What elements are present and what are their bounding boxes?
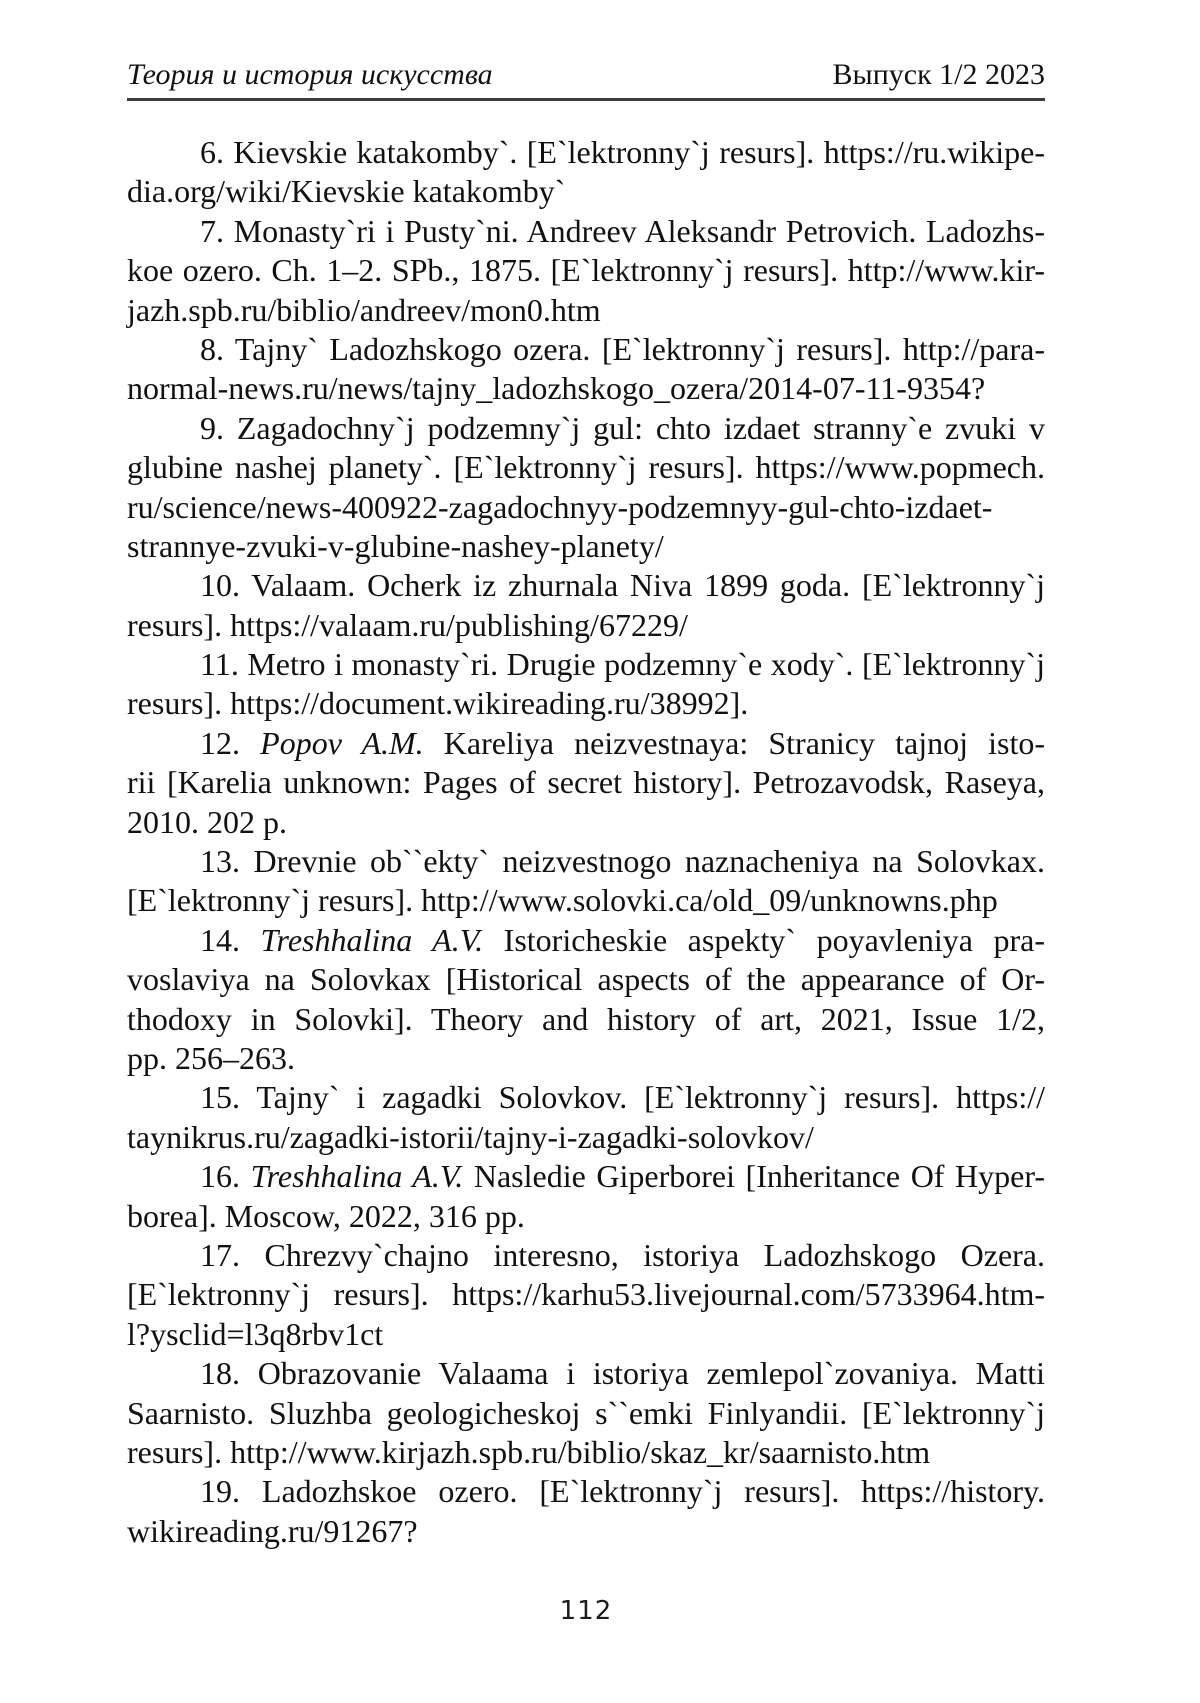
reference-line bbox=[127, 212, 1045, 251]
reference-text: wikireading.ru/91267? bbox=[127, 1512, 418, 1549]
reference-line bbox=[127, 1433, 1045, 1472]
reference-line bbox=[127, 1394, 1045, 1433]
reference-text: 6. Kievskie katakomby`. [E`lektronny`j resurs]. https://ru.wikipe- bbox=[200, 134, 1045, 170]
references-list bbox=[127, 133, 1045, 1551]
reference-line bbox=[127, 488, 1045, 527]
journal-title: Теория и история искусства bbox=[127, 58, 493, 91]
page-number: 112 bbox=[559, 1596, 613, 1626]
reference-author: Treshhalina A.V. bbox=[260, 921, 484, 958]
reference-line bbox=[127, 330, 1045, 369]
reference-text: Kareliya neizvestnaya: Stranicy tajnoj isto- bbox=[423, 724, 1046, 761]
reference-text: 11. Metro i monasty`ri. Drugie podzemny`e xody`. [E`lektronny`j bbox=[200, 646, 1045, 683]
reference-item bbox=[127, 1078, 1045, 1157]
reference-line bbox=[127, 251, 1045, 290]
reference-text: pp. 256–263. bbox=[127, 1039, 295, 1076]
reference-line bbox=[127, 1000, 1045, 1039]
reference-item bbox=[127, 1157, 1045, 1236]
reference-text: normal-news.ru/news/tajny_ladozhskogo_ozera/2014-07-11-9354? bbox=[127, 370, 986, 407]
reference-line bbox=[127, 291, 1045, 330]
reference-item bbox=[127, 1472, 1045, 1551]
reference-item bbox=[127, 645, 1045, 724]
issue-label: Выпуск 1/2 2023 bbox=[832, 58, 1045, 91]
reference-text: 18. Obrazovanie Valaama i istoriya zemlepol`zovaniya. Matti bbox=[200, 1355, 1045, 1392]
reference-item bbox=[127, 133, 1045, 212]
reference-line bbox=[127, 133, 1045, 172]
reference-text: dia.org/wiki/Kievskie katakomby` bbox=[127, 173, 566, 210]
reference-line bbox=[127, 1315, 1045, 1354]
reference-item bbox=[127, 1354, 1045, 1472]
reference-text: 13. Drevnie ob``ekty` neizvestnogo naznacheniya na Solovkax. bbox=[200, 843, 1045, 880]
reference-text: strannye-zvuki-v-glubine-nashey-planety/ bbox=[127, 527, 664, 564]
reference-line bbox=[127, 606, 1045, 645]
reference-line bbox=[127, 684, 1045, 723]
reference-text: [E`lektronny`j resurs]. https://karhu53.livejournal.com/5733964.htm- bbox=[127, 1276, 1045, 1313]
reference-text: 16. bbox=[200, 1158, 251, 1195]
reference-text: 9. Zagadochny`j podzemny`j gul: chto izdaet stranny`e zvuki v bbox=[200, 409, 1045, 446]
reference-line bbox=[127, 724, 1045, 763]
reference-line bbox=[127, 1118, 1045, 1157]
reference-line bbox=[127, 645, 1045, 684]
reference-line bbox=[127, 1512, 1045, 1551]
reference-item bbox=[127, 409, 1045, 567]
reference-line bbox=[127, 566, 1045, 605]
reference-text: borea]. Moscow, 2022, 316 pp. bbox=[127, 1197, 525, 1234]
reference-text: ru/science/news-400922-zagadochnyy-podzemnyy-gul-chto-izdaet- bbox=[127, 488, 993, 525]
reference-line bbox=[127, 1472, 1045, 1511]
reference-line bbox=[127, 1197, 1045, 1236]
reference-text: thodoxy in Solovki]. Theory and history of art, 2021, Issue 1/2, bbox=[127, 1000, 1045, 1037]
reference-text: 12. bbox=[200, 724, 261, 761]
reference-text: rii [Karelia unknown: Pages of secret history]. Petrozavodsk, Raseya, bbox=[127, 764, 1045, 801]
reference-line bbox=[127, 172, 1045, 211]
reference-item bbox=[127, 330, 1045, 409]
reference-item bbox=[127, 724, 1045, 842]
reference-line bbox=[127, 881, 1045, 920]
reference-text: 7. Monasty`ri i Pusty`ni. Andreev Aleksandr Petrovich. Ladozhs- bbox=[200, 212, 1045, 249]
reference-text: resurs]. https://valaam.ru/publishing/67229/ bbox=[127, 606, 688, 643]
reference-line bbox=[127, 409, 1045, 448]
reference-line bbox=[127, 960, 1045, 999]
reference-text: l?ysclid=l3q8rbv1ct bbox=[127, 1315, 384, 1352]
reference-line bbox=[127, 803, 1045, 842]
reference-text: resurs]. https://document.wikireading.ru/38992]. bbox=[127, 685, 749, 722]
reference-text: 14. bbox=[200, 921, 261, 958]
reference-text: Istoricheskie aspekty` poyavleniya pra- bbox=[483, 921, 1046, 958]
reference-author: Popov A.M. bbox=[260, 724, 424, 761]
reference-line bbox=[127, 1236, 1045, 1275]
running-head bbox=[127, 58, 1045, 101]
reference-line bbox=[127, 1354, 1045, 1393]
reference-line bbox=[127, 763, 1045, 802]
reference-text: 15. Tajny` i zagadki Solovkov. [E`lektronny`j resurs]. https:// bbox=[200, 1079, 1045, 1116]
reference-text: [E`lektronny`j resurs]. http://www.solovki.ca/old_09/unknowns.php bbox=[127, 882, 998, 919]
reference-item bbox=[127, 212, 1045, 330]
reference-line bbox=[127, 527, 1045, 566]
reference-line bbox=[127, 1039, 1045, 1078]
reference-line bbox=[127, 921, 1045, 960]
reference-text: glubine nashej planety`. [E`lektronny`j resurs]. https://www.popmech. bbox=[127, 449, 1045, 486]
reference-line bbox=[127, 448, 1045, 487]
reference-text: 19. Ladozhskoe ozero. [E`lektronny`j resurs]. https://history. bbox=[200, 1473, 1045, 1510]
reference-author: Treshhalina A.V. bbox=[250, 1158, 464, 1195]
reference-item bbox=[127, 1236, 1045, 1354]
reference-line bbox=[127, 1157, 1045, 1196]
reference-text: jazh.spb.ru/biblio/andreev/mon0.htm bbox=[127, 291, 601, 328]
reference-item bbox=[127, 566, 1045, 645]
reference-line bbox=[127, 1275, 1045, 1314]
reference-line bbox=[127, 842, 1045, 881]
reference-line bbox=[127, 1078, 1045, 1117]
reference-text: koe ozero. Ch. 1–2. SPb., 1875. [E`lektronny`j resurs]. http://www.kir- bbox=[127, 252, 1045, 289]
reference-item bbox=[127, 842, 1045, 921]
reference-text: resurs]. http://www.kirjazh.spb.ru/biblio/skaz_kr/saarnisto.htm bbox=[127, 1433, 931, 1470]
reference-text: 8. Tajny` Ladozhskogo ozera. [E`lektronny`j resurs]. http://para- bbox=[200, 330, 1045, 367]
reference-text: Saarnisto. Sluzhba geologicheskoj s``emki Finlyandii. [E`lektronny`j bbox=[127, 1394, 1045, 1431]
reference-text: Nasledie Giperborei [Inheritance Of Hyper- bbox=[463, 1158, 1046, 1195]
reference-text: 2010. 202 p. bbox=[127, 803, 287, 840]
reference-text: voslaviya na Solovkax [Historical aspects of the appearance of Or- bbox=[127, 961, 1045, 998]
reference-text: 10. Valaam. Ocherk iz zhurnala Niva 1899 goda. [E`lektronny`j bbox=[200, 567, 1045, 604]
reference-text: taynikrus.ru/zagadki-istorii/tajny-i-zagadki-solovkov/ bbox=[127, 1118, 814, 1155]
reference-line bbox=[127, 369, 1045, 408]
reference-text: 17. Chrezvy`chajno interesno, istoriya Ladozhskogo Ozera. bbox=[200, 1236, 1045, 1273]
reference-item bbox=[127, 921, 1045, 1079]
